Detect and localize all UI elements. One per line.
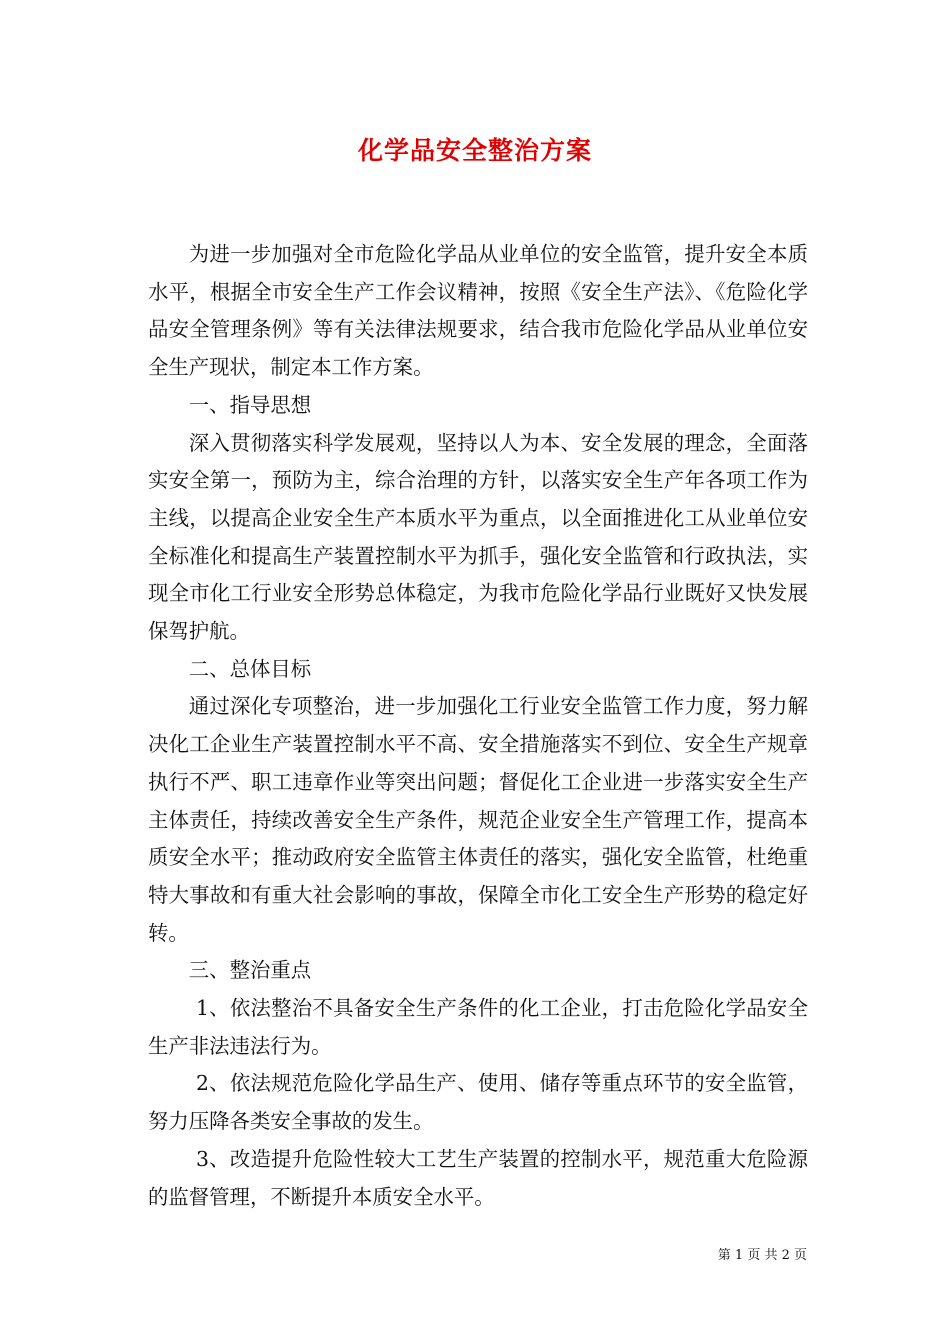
section-heading-guiding-ideology: 一、指导思想 (188, 392, 312, 417)
key-point-item-3: 3、改造提升危险性较大工艺生产装置的控制水平，规范重大危险源的监督管理，不断提升本质安全水平。 (148, 1146, 808, 1209)
guiding-ideology-paragraph: 深入贯彻落实科学发展观，坚持以人为本、安全发展的理念，全面落实安全第一，预防为主，综合治理的方针，以落实安全生产年各项工作为主线，以提高企业安全生产本质水平为重点，以全面推进化工从业单位安全标准化和提高生产装置控制水平为抓手，强化安全监管和行政执法，实现全市化工行业安全形势总体稳定，为我市危险化学品行业既好又快发展保驾护航。 (148, 430, 808, 644)
section-heading-key-points: 三、整治重点 (188, 958, 312, 983)
overall-goals-paragraph: 通过深化专项整治，进一步加强化工行业安全监管工作力度，努力解决化工企业生产装置控制水平不高、安全措施落实不到位、安全生产规章执行不严、职工违章作业等突出问题；督促化工企业进一步落实安全生产主体责任，持续改善安全生产条件，规范企业安全生产管理工作，提高本质安全水平；推动政府安全监管主体责任的落实，强化安全监管，杜绝重特大事故和有重大社会影响的事故，保障全市化工安全生产形势的稳定好转。 (148, 694, 808, 945)
page-number-footer: 第 1 页 共 2 页 (717, 1248, 807, 1263)
key-point-item-1: 1、依法整治不具备安全生产条件的化工企业，打击危险化学品安全生产非法违法行为。 (148, 996, 808, 1058)
section-heading-overall-goals: 二、总体目标 (188, 656, 312, 681)
intro-paragraph: 为进一步加强对全市危险化学品从业单位的安全监管，提升安全本质水平，根据全市安全生产工作会议精神，按照《安全生产法》、《危险化学品安全管理条例》等有关法律法规要求，结合我市危险化学品从业单位安全生产现状，制定本工作方案。 (148, 242, 808, 380)
document-title: 化学品安全整治方案 (357, 136, 592, 165)
document-body (148, 236, 808, 1216)
key-point-item-2: 2、依法规范危险化学品生产、使用、储存等重点环节的安全监管，努力压降各类安全事故的发生。 (148, 1071, 808, 1134)
